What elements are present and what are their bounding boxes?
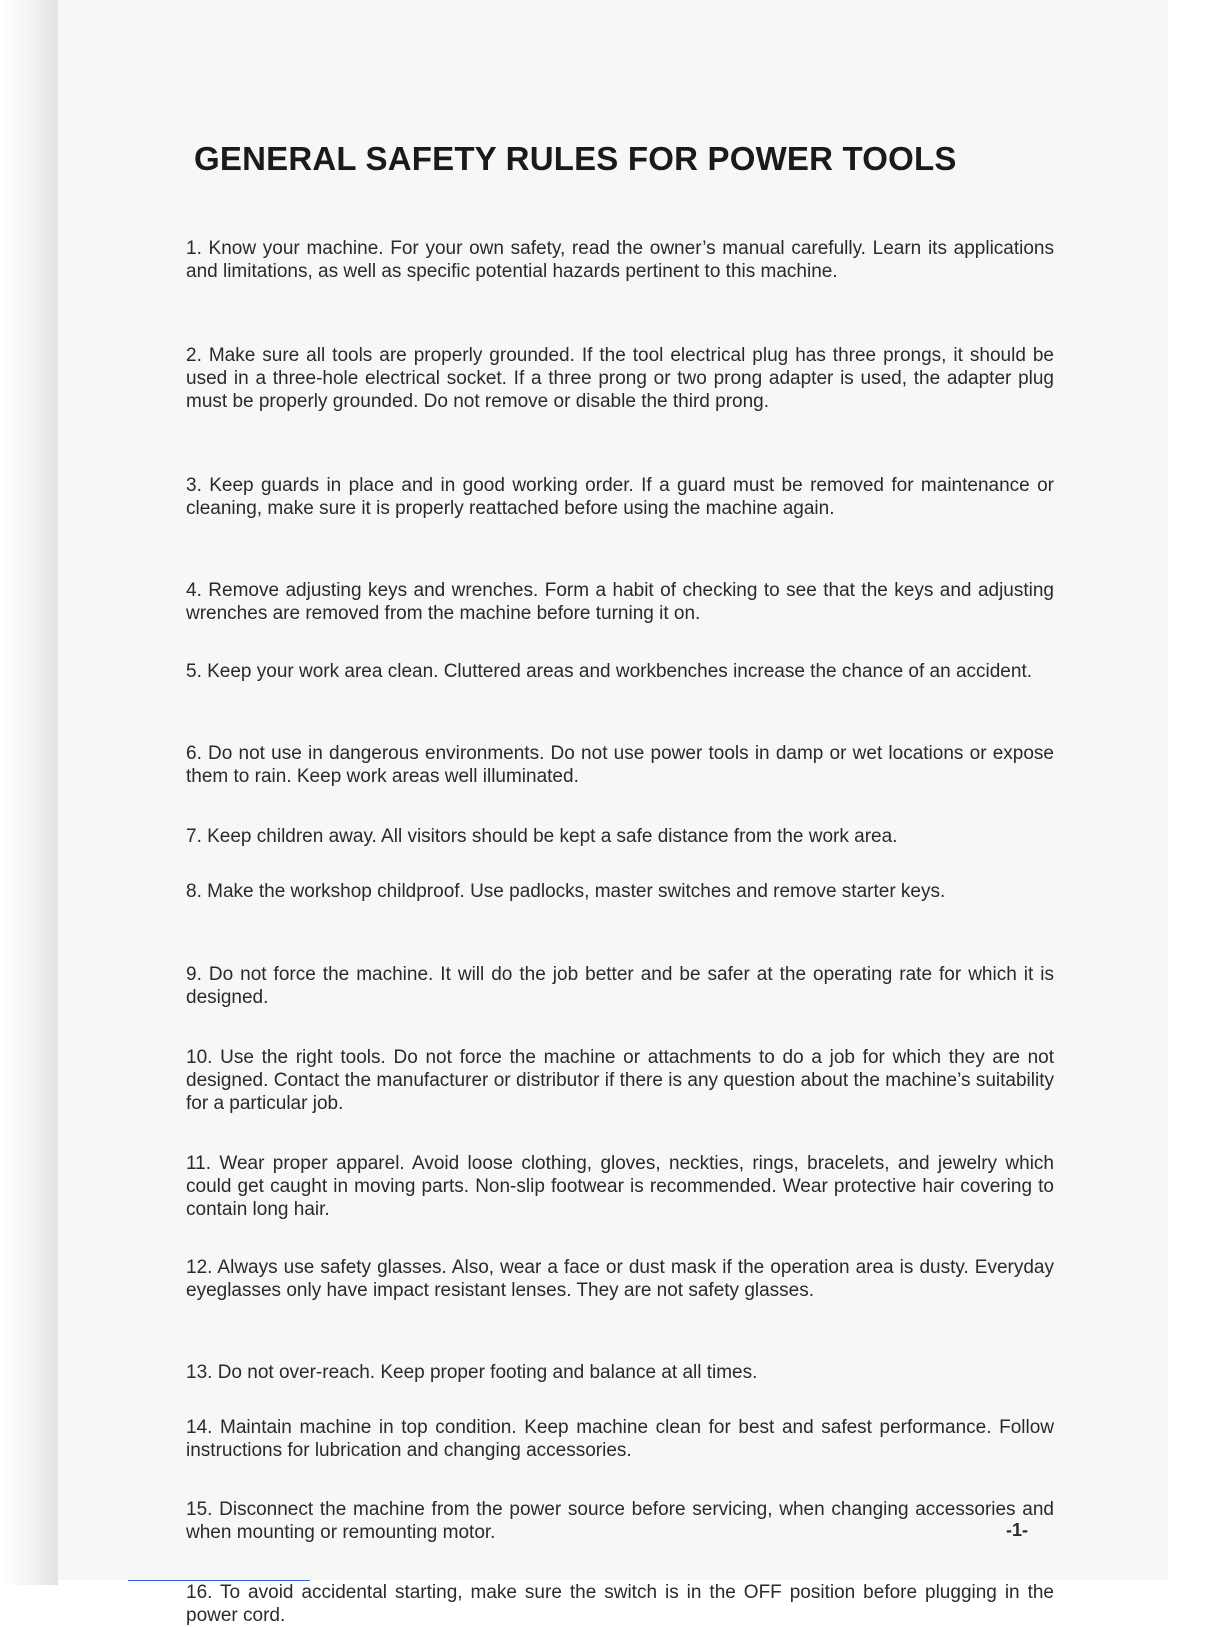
- rule-13: 13. Do not over-reach. Keep proper footing and balance at all times.: [186, 1362, 758, 1383]
- rule-2: 2. Make sure all tools are properly grounded. If the tool electrical plug has three prongs, it should be used in a three-hole electrical socket. If a three prong or two prong adapter is used, the adapter plug must be properly grounded. Do not remove or disable the third prong.: [186, 345, 1054, 412]
- rule-4: 4. Remove adjusting keys and wrenches. Form a habit of checking to see that the keys and adjusting wrenches are removed from the machine before turning it on.: [186, 580, 1054, 624]
- rule-16: 16. To avoid accidental starting, make sure the switch is in the OFF position before plugging in the power cord.: [186, 1582, 1054, 1626]
- rule-14: 14. Maintain machine in top condition. Keep machine clean for best and safest performance. Follow instructions for lubrication and changing accessories.: [186, 1417, 1054, 1461]
- rule-8: 8. Make the workshop childproof. Use padlocks, master switches and remove starter keys.: [186, 881, 946, 902]
- rule-5: 5. Keep your work area clean. Cluttered areas and workbenches increase the chance of an accident.: [186, 661, 1033, 682]
- rule-10: 10. Use the right tools. Do not force the machine or attachments to do a job for which they are not designed. Contact the manufacturer or distributor if there is any question about the machine’s suitability for a particular job.: [186, 1047, 1054, 1114]
- page-number: -1-: [1006, 1520, 1028, 1540]
- rule-6: 6. Do not use in dangerous environments. Do not use power tools in damp or wet locations or expose them to rain. Keep work areas well illuminated.: [186, 743, 1054, 787]
- page-title: GENERAL SAFETY RULES FOR POWER TOOLS: [194, 140, 957, 177]
- rule-11: 11. Wear proper apparel. Avoid loose clothing, gloves, neckties, rings, bracelets, and jewelry which could get caught in moving parts. Non-slip footwear is recommended. Wear protective hair covering to contain long hair.: [186, 1153, 1054, 1220]
- rule-9: 9. Do not force the machine. It will do the job better and be safer at the operating rate for which it is designed.: [186, 964, 1054, 1008]
- rule-3: 3. Keep guards in place and in good working order. If a guard must be removed for maintenance or cleaning, make sure it is properly reattached before using the machine again.: [186, 475, 1054, 519]
- rule-15: 15. Disconnect the machine from the power source before servicing, when changing accessories and when mounting or remounting motor.: [186, 1499, 1054, 1543]
- scan-left-margin: [0, 0, 58, 1585]
- rule-7: 7. Keep children away. All visitors should be kept a safe distance from the work area.: [186, 826, 898, 847]
- bottom-edge-line: [128, 1580, 310, 1581]
- rule-1: 1. Know your machine. For your own safety, read the owner’s manual carefully. Learn its applications and limitations, as well as specific potential hazards pertinent to this machine.: [186, 238, 1054, 282]
- scan-right-margin: [1168, 0, 1225, 1585]
- rule-12: 12. Always use safety glasses. Also, wear a face or dust mask if the operation area is dusty. Everyday eyeglasses only have impact resistant lenses. They are not safety glasses.: [186, 1257, 1054, 1301]
